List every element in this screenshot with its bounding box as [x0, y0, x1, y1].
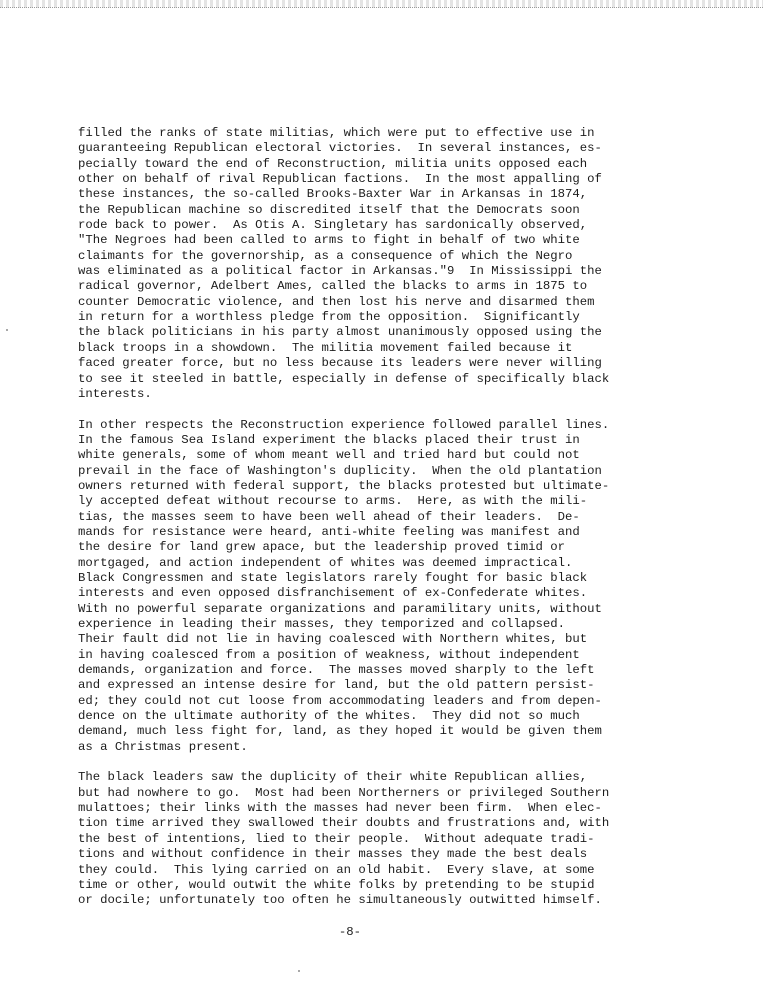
text-line: faced greater force, but no less because its leaders were never willing — [78, 356, 602, 371]
scan-speck — [6, 329, 8, 331]
text-line: the best of intentions, lied to their people. Without adequate tradi- — [78, 831, 595, 846]
text-line: or docile; unfortunately too often he simultaneously outwitted himself. — [78, 893, 602, 908]
text-line: demand, much less fight for, land, as they hoped it would be given them — [78, 724, 602, 739]
text-line: white generals, some of whom meant well and tried hard but could not — [78, 448, 580, 463]
text-line: the black politicians in his party almost unanimously opposed using the — [78, 325, 602, 340]
text-line: experience in leading their masses, they temporized and collapsed. — [78, 617, 566, 631]
text-line: to see it steeled in battle, especially in defense of specifically black — [78, 371, 610, 386]
scan-top-edge — [0, 0, 763, 8]
text-line: Their fault did not lie in having coalesced with Northern whites, but — [78, 632, 588, 647]
text-line: In the famous Sea Island experiment the blacks placed their trust in — [78, 432, 580, 447]
text-line: interests and even opposed disfranchisement of ex-Confederate whites. — [78, 586, 588, 601]
text-line: filled the ranks of state militias, which were put to effective use in — [78, 126, 595, 140]
text-line: black troops in a showdown. The militia movement failed because it — [78, 340, 573, 355]
text-line: demands, organization and force. The masses moved sharply to the left — [78, 663, 595, 678]
text-line: as a Christmas present. — [78, 739, 248, 754]
text-line: the desire for land grew apace, but the leadership proved timid or — [78, 540, 566, 555]
paragraph — [78, 418, 633, 756]
paragraph — [78, 126, 633, 402]
text-line: the Republican machine so discredited itself that the Democrats soon — [78, 202, 580, 217]
paragraph-gap — [78, 402, 633, 417]
text-line: With no powerful separate organizations and paramilitary units, without — [78, 601, 602, 616]
text-line: Black Congressmen and state legislators rarely fought for basic black — [78, 570, 588, 585]
text-line: but had nowhere to go. Most had been Northerners or privileged Southern — [78, 785, 610, 800]
text-line: rode back to power. As Otis A. Singletary has sardonically observed, — [78, 218, 588, 233]
text-line: mortgaged, and action independent of whites was deemed impractical. — [78, 555, 573, 570]
text-line: ed; they could not cut loose from accommodating leaders and from depen- — [78, 693, 602, 708]
text-line: in having coalesced from a position of weakness, without independent — [78, 647, 580, 662]
text-line: these instances, the so-called Brooks-Baxter War in Arkansas in 1874, — [78, 187, 588, 202]
text-line: dence on the ultimate authority of the whites. They did not so much — [78, 709, 580, 724]
text-line: tias, the masses seem to have been well ahead of their leaders. De- — [78, 509, 580, 524]
text-line: interests. — [78, 386, 152, 401]
scan-speck — [298, 970, 300, 972]
text-line: mulattoes; their links with the masses had never been firm. When elec- — [78, 801, 602, 816]
text-line: tions and without confidence in their masses they made the best deals — [78, 847, 588, 862]
page-number: -8- — [338, 925, 362, 939]
text-line: prevail in the face of Washington's duplicity. When the old plantation — [78, 463, 602, 478]
text-line: and expressed an intense desire for land, but the old pattern persist- — [78, 678, 595, 693]
text-line: in return for a worthless pledge from the opposition. Significantly — [78, 310, 580, 325]
text-line: they could. This lying carried on an old habit. Every slave, at some — [78, 862, 595, 877]
text-line: counter Democratic violence, and then lost his nerve and disarmed them — [78, 294, 595, 309]
text-line: radical governor, Adelbert Ames, called the blacks to arms in 1875 to — [78, 279, 588, 294]
text-line: The black leaders saw the duplicity of their white Republican allies, — [78, 770, 588, 785]
paragraph-gap — [78, 755, 633, 770]
text-line: guaranteeing Republican electoral victories. In several instances, es- — [78, 141, 602, 156]
paragraph — [78, 770, 633, 908]
text-line: other on behalf of rival Republican factions. In the most appalling of — [78, 172, 602, 187]
text-line: claimants for the governorship, as a consequence of which the Negro — [78, 248, 573, 263]
text-line: pecially toward the end of Reconstruction, militia units opposed each — [78, 156, 588, 171]
text-line: mands for resistance were heard, anti-white feeling was manifest and — [78, 524, 580, 539]
text-line: was eliminated as a political factor in Arkansas."9 In Mississippi the — [78, 264, 602, 279]
document-body — [78, 126, 633, 909]
text-line: ly accepted defeat without recourse to arms. Here, as with the mili- — [78, 494, 588, 509]
text-line: owners returned with federal support, the blacks protested but ultimate- — [78, 478, 610, 493]
text-line: time or other, would outwit the white folks by pretending to be stupid — [78, 877, 595, 892]
text-line: "The Negroes had been called to arms to fight in behalf of two white — [78, 233, 580, 248]
text-line: In other respects the Reconstruction experience followed parallel lines. — [78, 417, 610, 432]
text-line: tion time arrived they swallowed their doubts and frustrations and, with — [78, 816, 610, 831]
